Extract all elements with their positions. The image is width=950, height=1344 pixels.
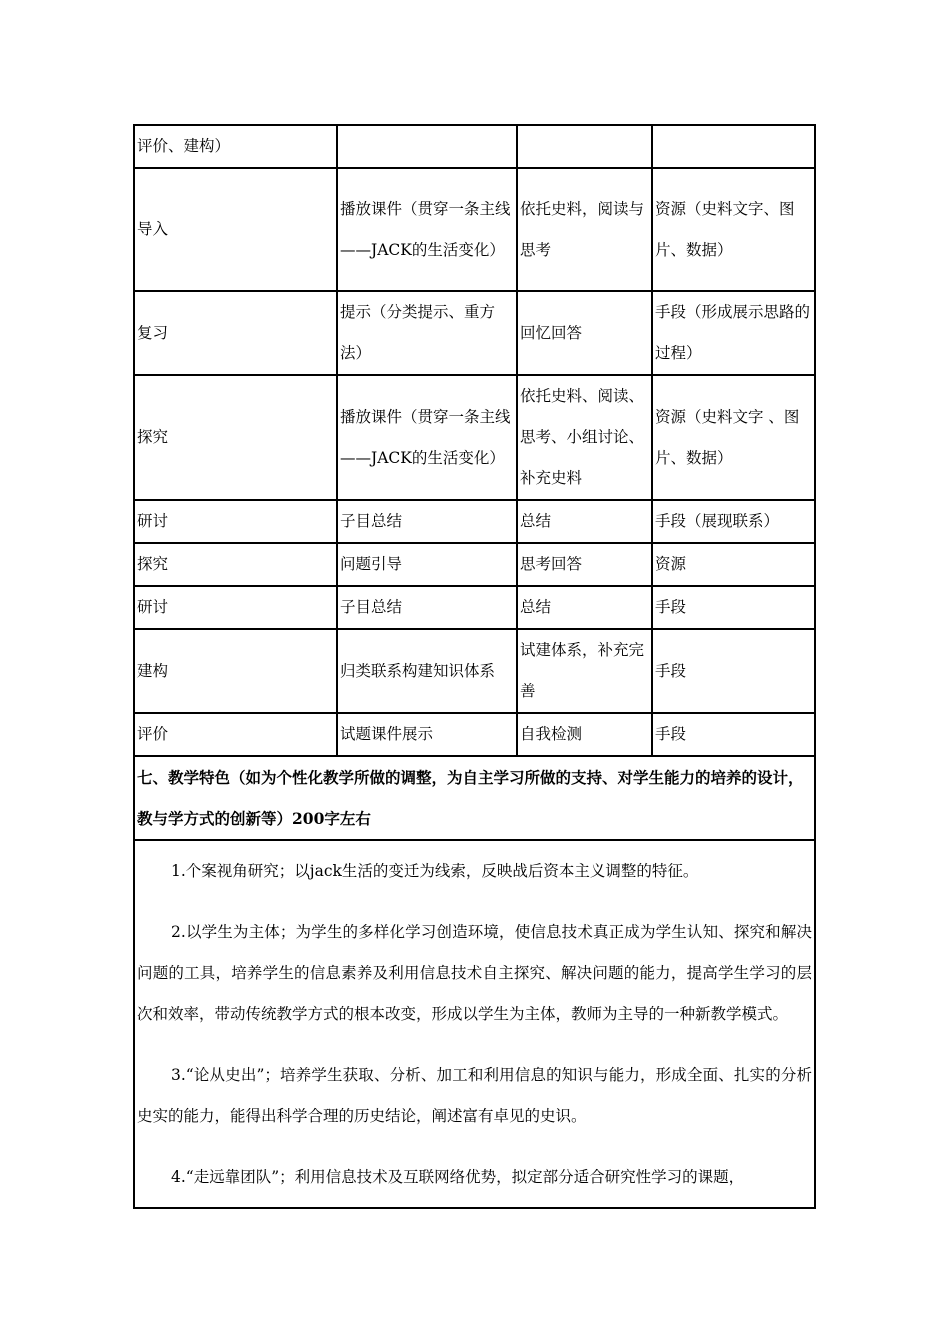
table-row [134, 125, 815, 168]
table-cell: 总结 [517, 500, 652, 543]
table-cell: 试题课件展示 [337, 713, 517, 756]
table-cell: 总结 [517, 586, 652, 629]
section-body-row [134, 840, 815, 1208]
table-row [134, 629, 815, 713]
table-cell: 自我检测 [517, 713, 652, 756]
table-cell: 研讨 [134, 586, 337, 629]
section-body [134, 840, 815, 1208]
table-cell: 播放课件（贯穿一条主线——JACK的生活变化） [337, 375, 517, 500]
table-cell: 回忆回答 [517, 291, 652, 375]
table-cell: 资源（史料文字、图片、数据） [652, 168, 815, 291]
table-row [134, 543, 815, 586]
table-cell: 子目总结 [337, 586, 517, 629]
teaching-process-table [133, 124, 816, 1209]
table-cell: 导入 [134, 168, 337, 291]
paragraph: 2.以学生为主体；为学生的多样化学习创造环境，使信息技术真正成为学生认知、探究和解决问题的工具，培养学生的信息素养及利用信息技术自主探究、解决问题的能力，提高学生学习的层次和效率，带动传统教学方式的根本改变，形成以学生为主体，教师为主导的一种新教学模式。 [137, 922, 812, 1023]
table-cell: 复习 [134, 291, 337, 375]
table-cell: 资源 [652, 543, 815, 586]
table-row [134, 586, 815, 629]
table-cell: 手段（展现联系） [652, 500, 815, 543]
paragraph: 4.“走远靠团队”；利用信息技术及互联网络优势，拟定部分适合研究性学习的课题， [171, 1167, 745, 1186]
table-cell: 手段 [652, 713, 815, 756]
table-cell [337, 125, 517, 168]
table-cell: 评价 [134, 713, 337, 756]
table-row [134, 500, 815, 543]
table-cell: 依托史料，阅读与思考 [517, 168, 652, 291]
table-cell: 手段 [652, 586, 815, 629]
table-cell: 播放课件（贯穿一条主线——JACK的生活变化） [337, 168, 517, 291]
table-cell: 子目总结 [337, 500, 517, 543]
table-cell: 探究 [134, 375, 337, 500]
table-cell: 手段 [652, 629, 815, 713]
section-heading-row [134, 756, 815, 840]
table-row [134, 168, 815, 291]
table-row [134, 375, 815, 500]
section-heading: 七、教学特色（如为个性化教学所做的调整，为自主学习所做的支持、对学生能力的培养的设计，教与学方式的创新等）200字左右 [134, 756, 815, 840]
table-cell: 评价、建构） [134, 125, 337, 168]
table-cell: 探究 [134, 543, 337, 586]
table-cell: 思考回答 [517, 543, 652, 586]
paragraph: 3.“论从史出”；培养学生获取、分析、加工和利用信息的知识与能力，形成全面、扎实的分析史实的能力，能得出科学合理的历史结论，阐述富有卓见的史识。 [137, 1065, 812, 1125]
table-row [134, 291, 815, 375]
table-cell: 提示（分类提示、重方法） [337, 291, 517, 375]
paragraph: 1.个案视角研究；以jack生活的变迁为线索，反映战后资本主义调整的特征。 [171, 861, 699, 880]
table-cell: 手段（形成展示思路的过程） [652, 291, 815, 375]
table-cell: 研讨 [134, 500, 337, 543]
table-cell: 依托史料、阅读、思考、小组讨论、补充史料 [517, 375, 652, 500]
table-row [134, 713, 815, 756]
table-cell [517, 125, 652, 168]
table-cell [652, 125, 815, 168]
table-cell: 资源（史料文字 、图片、数据） [652, 375, 815, 500]
table-cell: 归类联系构建知识体系 [337, 629, 517, 713]
table-cell: 问题引导 [337, 543, 517, 586]
table-cell: 建构 [134, 629, 337, 713]
table-cell: 试建体系，补充完善 [517, 629, 652, 713]
